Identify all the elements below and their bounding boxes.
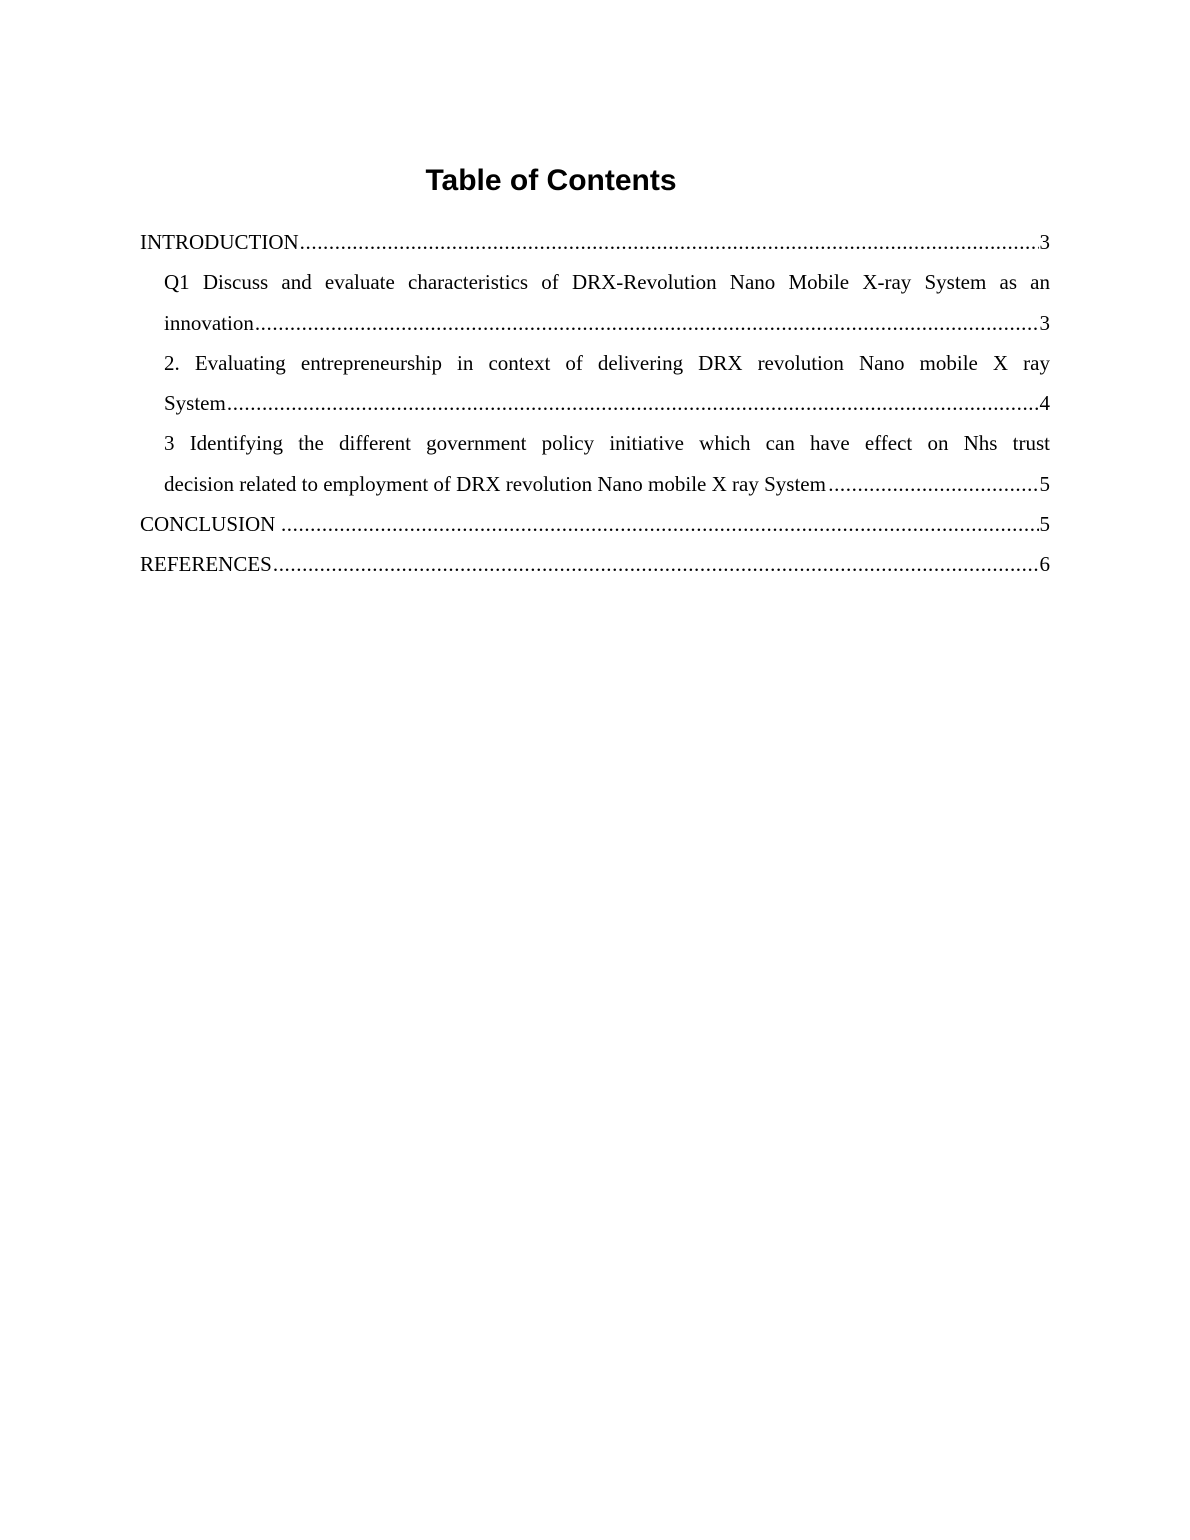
toc-entry-line xyxy=(164,303,1050,343)
toc-dot-leader xyxy=(281,504,1039,544)
toc-dot-leader xyxy=(255,303,1039,343)
toc-entry-references[interactable] xyxy=(140,544,1050,584)
toc-entry-line xyxy=(140,222,1050,262)
toc-dot-leader xyxy=(273,544,1039,584)
toc-entry-line xyxy=(164,464,1050,504)
toc-entry-conclusion[interactable] xyxy=(140,504,1050,544)
toc-page-number: 5 xyxy=(1039,471,1050,496)
toc-entry-line xyxy=(164,383,1050,423)
toc-entry-label: decision related to employment of DRX revolution Nano mobile X ray System xyxy=(164,471,826,496)
toc-dot-leader xyxy=(828,464,1038,504)
toc-entry-q2[interactable] xyxy=(140,343,1050,424)
toc-page-number: 4 xyxy=(1039,391,1050,416)
toc-entry-label: INTRODUCTION xyxy=(140,230,299,254)
toc-title: Table of Contents xyxy=(425,164,677,197)
toc-entry-line xyxy=(140,504,1050,544)
toc-entry-label: CONCLUSION xyxy=(140,512,276,537)
toc-entry-first-line: 3 Identifying the different government policy initiative which can have effect on Nhs trust xyxy=(164,431,1050,456)
toc-dot-leader xyxy=(227,383,1039,423)
toc-page-number: 3 xyxy=(1039,310,1050,335)
table-of-contents xyxy=(140,222,1050,585)
toc-entry-label: REFERENCES xyxy=(140,552,272,577)
toc-entry-label: innovation xyxy=(164,310,254,335)
toc-entry-line xyxy=(140,544,1050,584)
toc-page-number: 3 xyxy=(1039,230,1050,254)
toc-entry-label: System xyxy=(164,391,226,416)
toc-entry-q3[interactable] xyxy=(140,423,1050,504)
toc-entry-first-line: 2. Evaluating entrepreneurship in context of delivering DRX revolution Nano mobile X ray xyxy=(164,350,1050,375)
toc-dot-leader xyxy=(300,222,1039,262)
toc-entry-q1[interactable] xyxy=(140,262,1050,343)
toc-entry-first-line: Q1 Discuss and evaluate characteristics of DRX-Revolution Nano Mobile X-ray System as an xyxy=(164,270,1050,295)
toc-page-number: 6 xyxy=(1039,552,1050,577)
toc-page-number: 5 xyxy=(1039,512,1050,537)
toc-entry-introduction[interactable] xyxy=(140,222,1050,262)
